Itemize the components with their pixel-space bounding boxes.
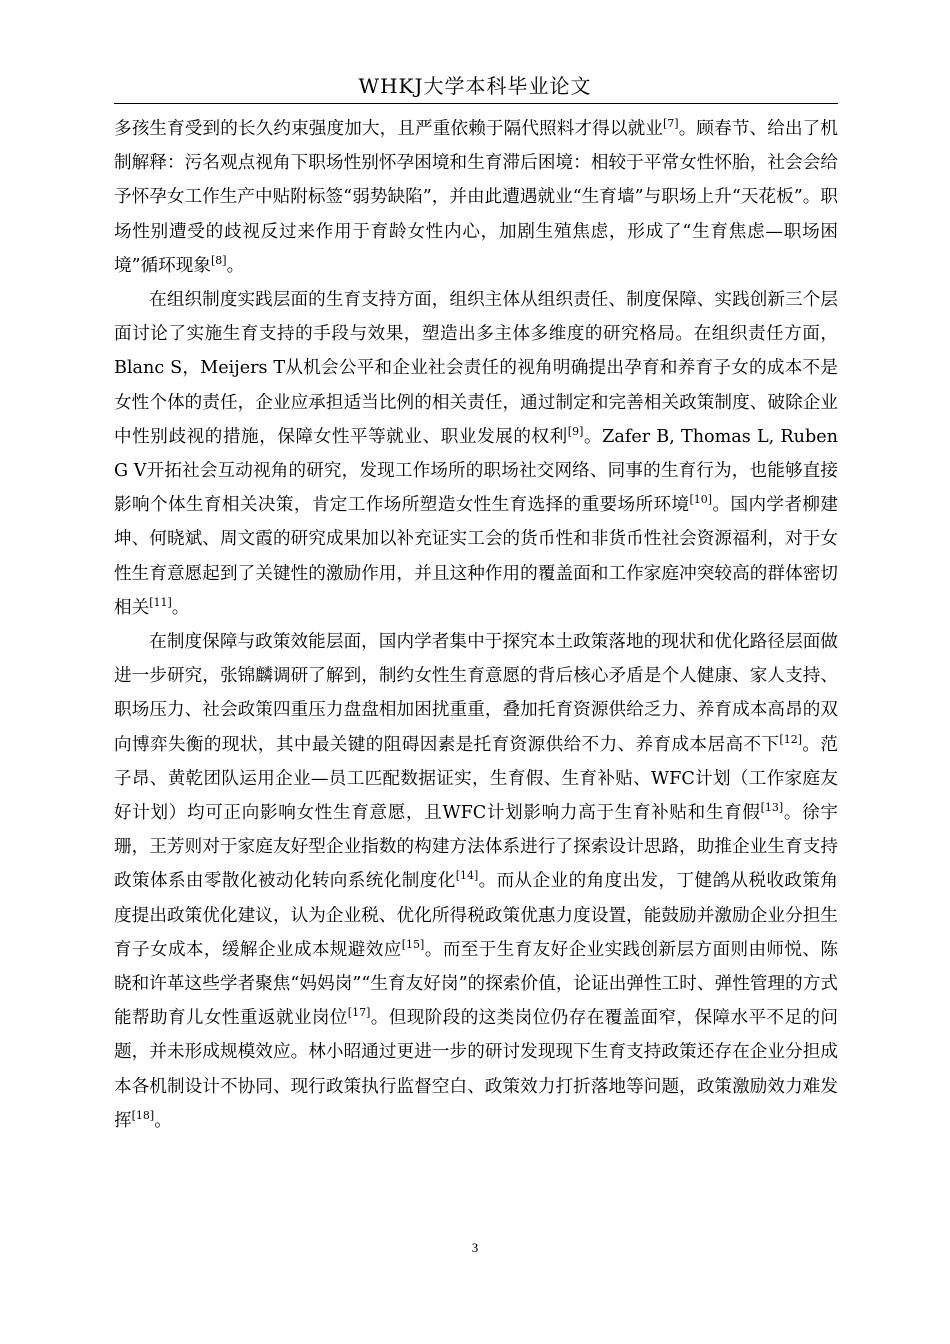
citation-ref: [11] (149, 595, 172, 609)
text-run: 。范子昂、黄乾团队运用企业—员工匹配数据证实，生育假、生育补贴、WFC计划（工作家庭友好计划）均可正向影响女性生育意愿，且WFC计划影响力高于生育补贴和生育假 (114, 734, 838, 824)
text-run: 在制度保障与政策效能层面，国内学者集中于探究本土政策落地的现状和优化路径层面做进一步研究，张锦麟调研了解到，制约女性生育意愿的背后核心矛盾是个人健康、家人支持、职场压力、社会政策四重压力盘盘相加困扰重重，叠加托育资源供给乏力、养育成本高昂的双向博弈失衡的现状，其中最关键的阻碍因素是托育资源供给不力、养育成本居高不下 (114, 632, 838, 755)
citation-ref: [12] (779, 732, 803, 746)
page-header-title: WHKJ大学本科毕业论文 (358, 74, 592, 98)
text-run: 。 (154, 1110, 172, 1131)
paragraph-1 (114, 112, 838, 283)
citation-ref: [10] (689, 493, 713, 507)
paragraph-3 (114, 625, 838, 1138)
text-run: 。但现阶段的这类岗位仍存在覆盖面窄，保障水平不足的问题，并未形成规模效应。林小昭通过更进一步的研讨发现现下生育支持政策还存在企业分担成本各机制设计不协同、现行政策执行监督空白、政策效力打折落地等问题，政策激励效力难发挥 (114, 1008, 838, 1131)
text-run: 。国内学者柳建坤、何晓斌、周文霞的研究成果加以补充证实工会的货币性和非货币性社会资源福利，对于女性生育意愿起到了关键性的激励作用，并且这种作用的覆盖面和工作家庭冲突较高的群体密切相关 (114, 495, 838, 618)
citation-ref: [8] (210, 253, 227, 267)
citation-ref: [9] (567, 424, 584, 438)
text-run: 。而从企业的角度出发，丁健鸽从税收政策角度提出政策优化建议，认为企业税、优化所得税政策优惠力度设置，能鼓励并激励企业分担生育子女成本，缓解企业成本规避效应 (114, 871, 838, 960)
page-number: 3 (471, 1240, 479, 1255)
body-text (114, 112, 838, 1138)
text-run: 。 (226, 255, 245, 276)
citation-ref: [13] (760, 801, 784, 815)
citation-ref: [15] (401, 938, 425, 952)
paragraph-2 (114, 283, 838, 625)
citation-ref: [17] (347, 1006, 371, 1020)
text-run: 。徐宇珊，王芳则对于家庭友好型企业指数的构建方法体系进行了探索设计思路，助推企业生育支持政策体系由零散化被动化转向系统化制度化 (114, 803, 838, 892)
text-run: 。 (171, 597, 190, 618)
text-run: 。顾春节、给出了机制解释：污名观点视角下职场性别怀孕困境和生育滞后困境：相较于平常女性怀胎，社会会给予怀孕女工作生产中贴附标签“弱势缺陷”，并由此遭遇就业“生育墙”与职场上升“天花板”。职场性别遭受的歧视反过来作用于育龄女性内心，加剧生殖焦虑，形成了“生育焦虑—职场困境”循环现象 (114, 119, 838, 276)
text-run: 在组织制度实践层面的生育支持方面，组织主体从组织责任、制度保障、实践创新三个层面讨论了实施生育支持的手段与效果，塑造出多主体多维度的研究格局。在组织责任方面，Blanc S，Meijers T从机会公平和企业社会责任的视角明确提出孕育和养育子女的成本不是女性个体的责任，企业应承担适当比例的相关责任，通过制定和完善相关政策制度、破除企业中性别歧视的措施，保障女性平等就业、职业发展的权利 (114, 290, 838, 447)
header-divider (114, 103, 838, 104)
text-run: 。Zafer B, Thomas L, Ruben G V开拓社会互动视角的研究，发现工作场所的职场社交网络、同事的生育行为，也能够直接影响个体生育相关决策，肯定工作场所塑造女性生育选择的重要场所环境 (114, 426, 838, 516)
citation-ref: [18] (131, 1109, 155, 1123)
citation-ref: [7] (663, 117, 679, 131)
text-run: 多孩生育受到的长久约束强度加大，且严重依赖于隔代照料才得以就业 (114, 119, 663, 139)
citation-ref: [14] (455, 869, 479, 883)
text-run: 。而至于生育友好企业实践创新层方面则由师悦、陈晓和许革这些学者聚焦“妈妈岗”“生育友好岗”的探索价值，论证出弹性工时、弹性管理的方式能帮助育儿女性重返就业岗位 (114, 939, 838, 1029)
